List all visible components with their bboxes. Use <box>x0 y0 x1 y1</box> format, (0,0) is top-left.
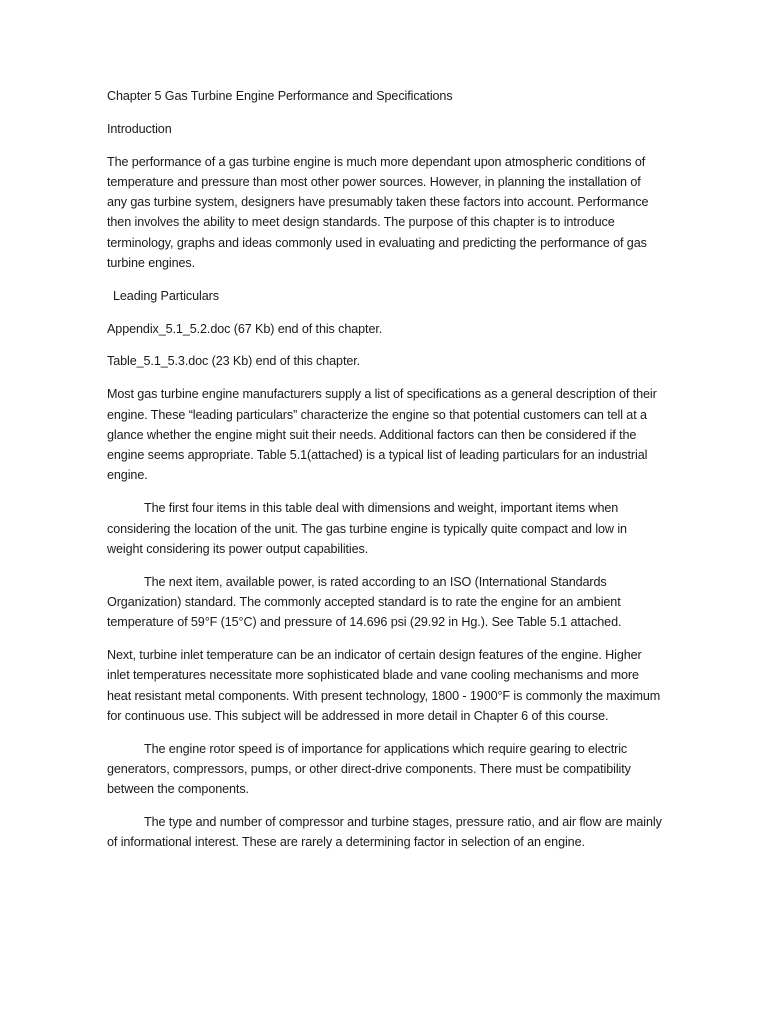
paragraph-rotor-speed: The engine rotor speed is of importance for applications which require gearing to electric generators, compressors, pumps, or other direct-drive components. There must be compatibility between the components. <box>107 741 631 797</box>
intro-paragraph: The performance of a gas turbine engine is much more dependant upon atmospheric conditions of temperature and pressure than most other power sources. However, in planning the installation of any gas turbine system, designers have presumably taken these factors into account. Performance then involves the ability to meet design standards. The purpose of this chapter is to introduce terminology, graphs and ideas commonly used in evaluating and predicting the performance of gas turbine engines. <box>107 154 649 271</box>
section-heading-leading-particulars: Leading Particulars <box>113 288 219 303</box>
paragraph-stages: The type and number of compressor and turbine stages, pressure ratio, and air flow are mainly of informational interest. These are rarely a determining factor in selection of an engine. <box>107 815 662 850</box>
intro-heading: Introduction <box>107 121 172 136</box>
attachment-table-link: Table_5.1_5.3.doc (23 Kb) end of this chapter. <box>107 354 361 369</box>
chapter-title: Chapter 5 Gas Turbine Engine Performance and Specifications <box>107 89 453 103</box>
document-page <box>107 86 663 865</box>
paragraph-available-power: The next item, available power, is rated according to an ISO (International Standards Organization) standard. The commonly accepted standard is to rate the engine for an ambient temperature of 59°F (15°C) and pressure of 14.696 psi (29.92 in Hg.). See Table 5.1 attached. <box>107 574 622 630</box>
paragraph-specifications: Most gas turbine engine manufacturers supply a list of specifications as a general description of their engine. These “leading particulars” characterize the engine so that potential customers can tell at a glance whether the engine might suit their needs. Additional factors can then be considered if the engine seems appropriate. Table 5.1(attached) is a typical list of leading particulars for an industrial engine. <box>107 387 657 483</box>
attachment-appendix-link: Appendix_5.1_5.2.doc (67 Kb) end of this chapter. <box>107 321 383 336</box>
paragraph-dimensions: The first four items in this table deal with dimensions and weight, important items when considering the location of the unit. The gas turbine engine is typically quite compact and low in weight considering its power output capabilities. <box>107 501 627 556</box>
paragraph-inlet-temperature: Next, turbine inlet temperature can be an indicator of certain design features of the engine. Higher inlet temperatures necessitate more sophisticated blade and vane cooling mechanisms and more heat resistant metal components. With present technology, 1800 - 1900°F is commonly the maximum for continuous use. This subject will be addressed in more detail in Chapter 6 of this course. <box>107 648 661 723</box>
